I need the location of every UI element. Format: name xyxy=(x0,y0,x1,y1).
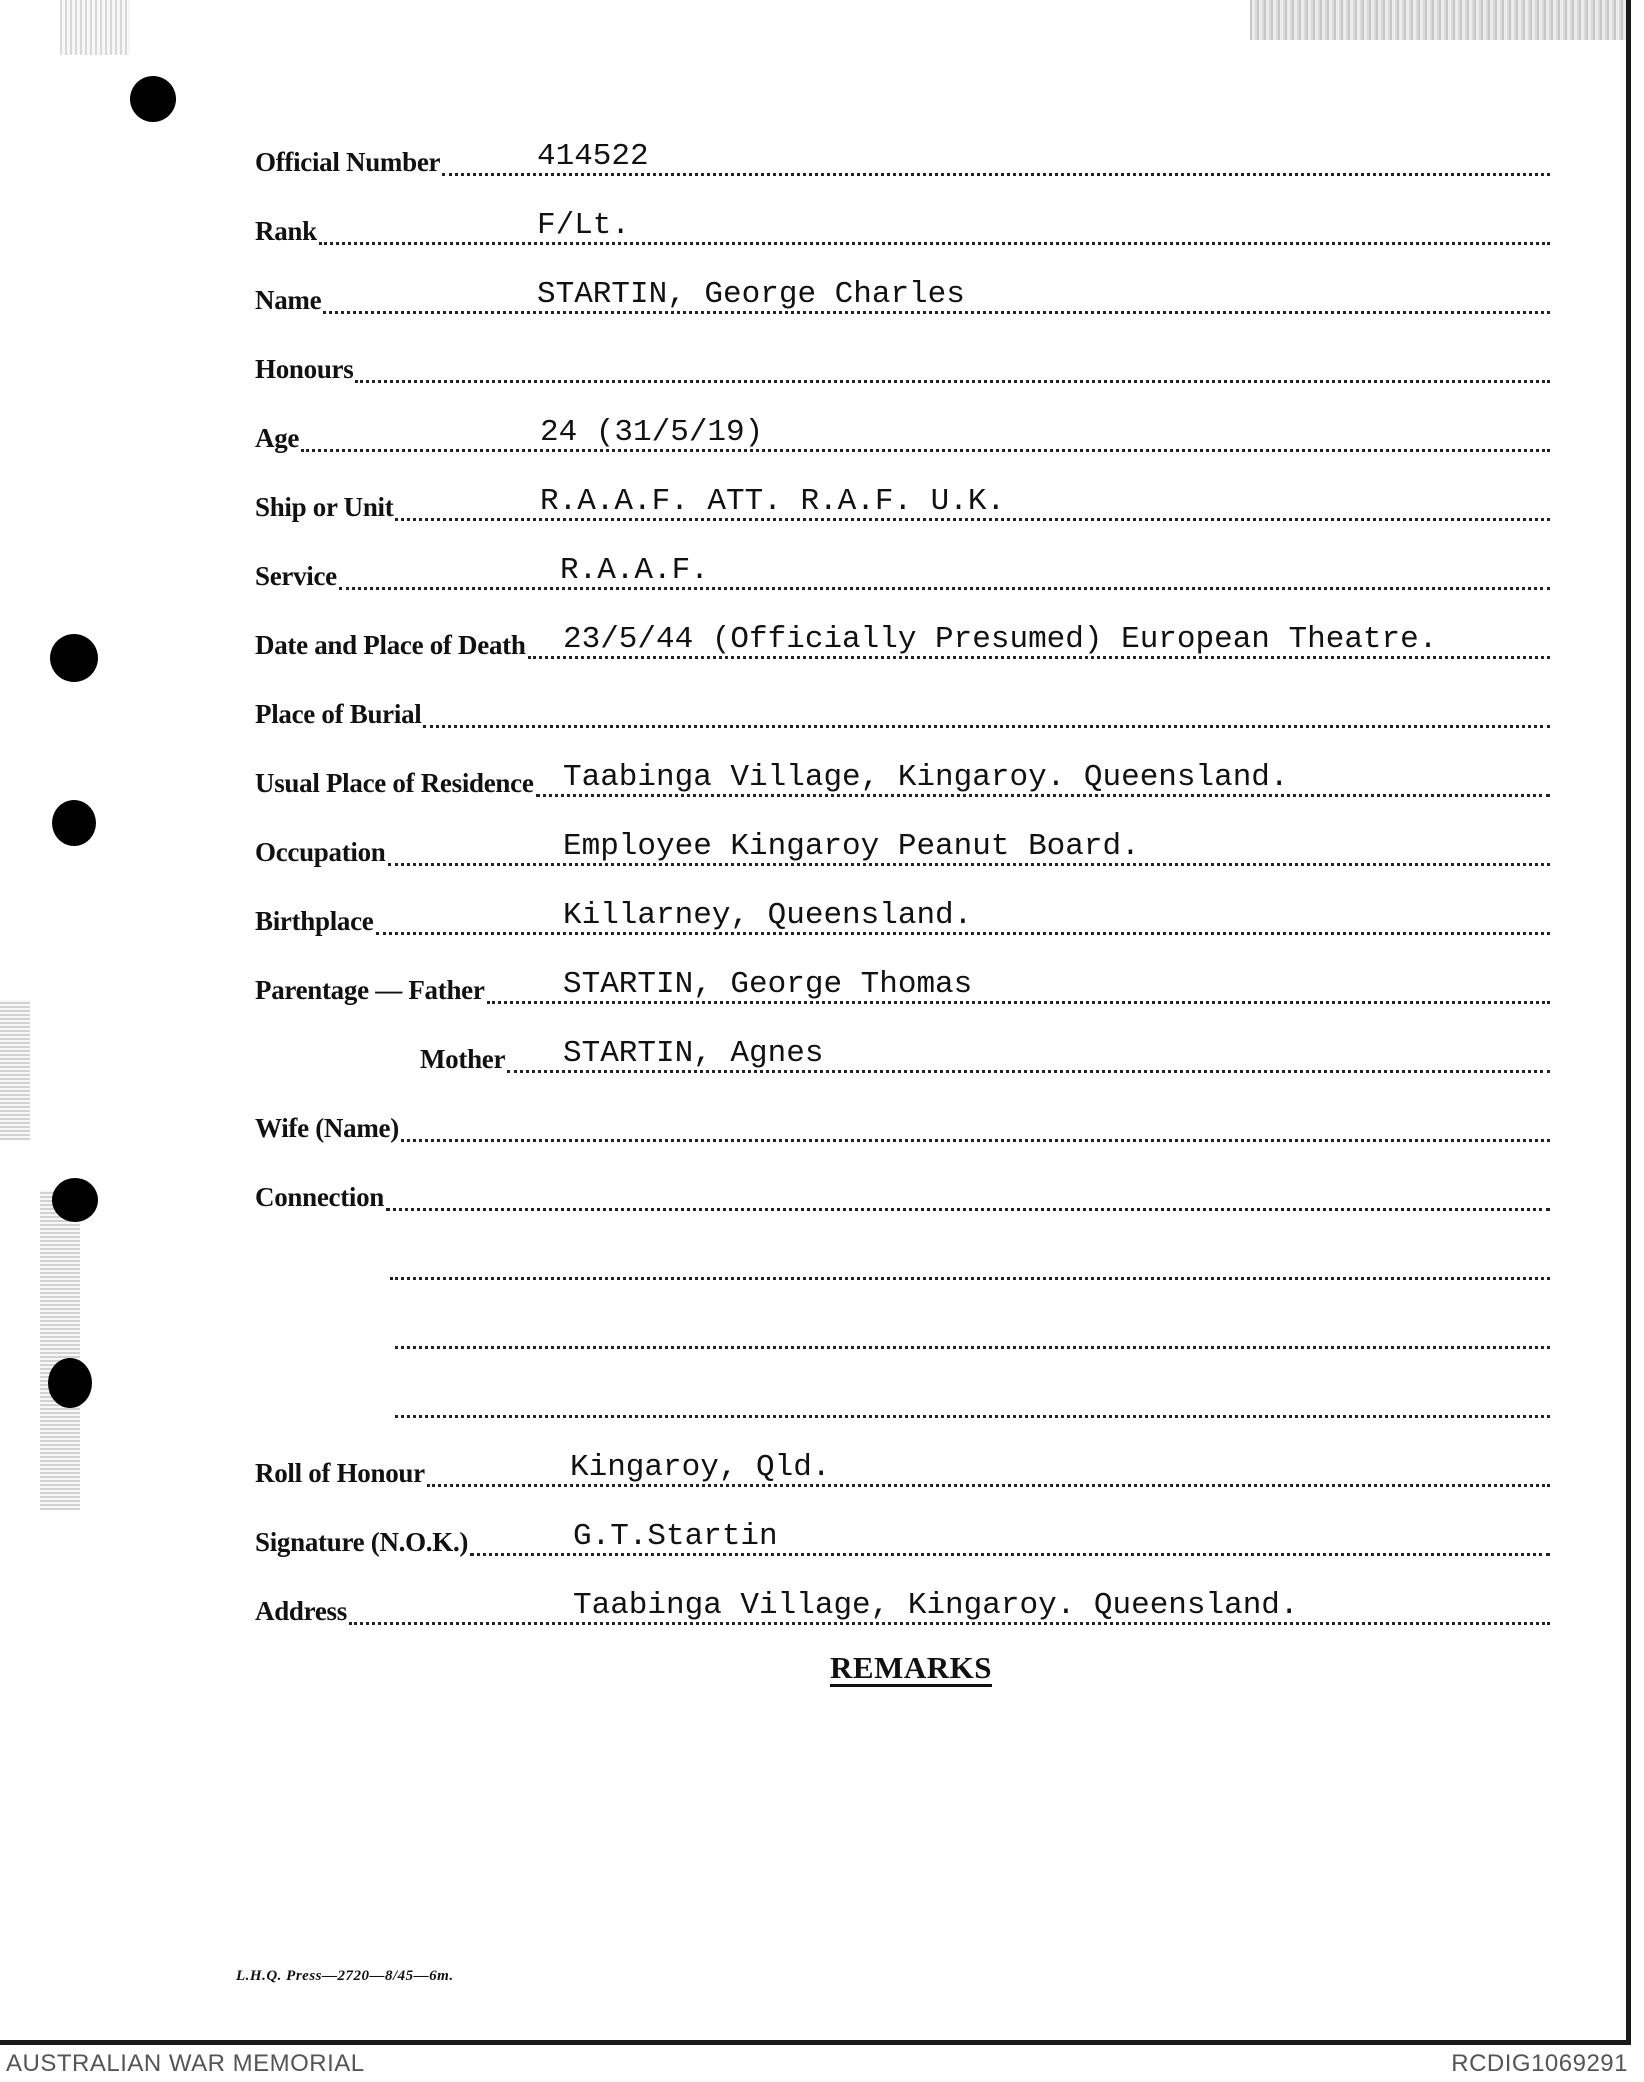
dotted-line xyxy=(301,449,1550,452)
field-value: Employee Kingaroy Peanut Board. xyxy=(563,829,1140,864)
field-label: Parentage — Father xyxy=(255,975,485,1005)
field-label: Connection xyxy=(255,1182,385,1212)
field-label: Wife (Name) xyxy=(255,1113,399,1143)
form-row xyxy=(255,968,1550,1008)
field-value: 23/5/44 (Officially Presumed) European Theatre. xyxy=(563,622,1438,657)
form-row xyxy=(255,485,1550,525)
scan-noise-left-lower xyxy=(40,1190,80,1510)
field-label: Birthplace xyxy=(255,906,374,936)
field-label: Date and Place of Death xyxy=(255,630,526,660)
field-value: 24 (31/5/19) xyxy=(540,415,764,450)
field-value: Taabinga Village, Kingaroy. Queensland. xyxy=(573,1588,1299,1623)
form-row xyxy=(255,1520,1550,1560)
dotted-line xyxy=(395,1346,1550,1349)
field-label: Name xyxy=(255,285,322,315)
punch-hole-4 xyxy=(52,1178,98,1222)
field-value: STARTIN, George Thomas xyxy=(563,967,973,1002)
dotted-line xyxy=(355,380,1550,383)
field-label: Place of Burial xyxy=(255,699,422,729)
footer-record-id: RCDIG1069291 xyxy=(1451,2050,1628,2077)
punch-hole-2 xyxy=(50,634,98,682)
remarks-heading: REMARKS xyxy=(830,1650,992,1685)
field-label: Address xyxy=(255,1596,347,1626)
form-row xyxy=(255,416,1550,456)
footer-archive-name: AUSTRALIAN WAR MEMORIAL xyxy=(6,2050,365,2077)
punch-hole-3 xyxy=(52,800,96,846)
form-row xyxy=(255,209,1550,249)
scan-noise-top-right xyxy=(1250,0,1630,40)
field-value: Killarney, Queensland. xyxy=(563,898,973,933)
punch-hole-5 xyxy=(48,1358,92,1408)
field-value: Taabinga Village, Kingaroy. Queensland. xyxy=(563,760,1289,795)
form-row xyxy=(255,761,1550,801)
field-value: R.A.A.F. xyxy=(560,553,709,588)
field-label: Honours xyxy=(255,354,354,384)
form-row-blank xyxy=(255,1244,1550,1284)
form-row xyxy=(255,140,1550,180)
dotted-line xyxy=(423,725,1550,728)
press-code: L.H.Q. Press—2720—8/45—6m. xyxy=(236,1968,454,1984)
form-row xyxy=(255,1037,1550,1077)
form-row xyxy=(255,1175,1550,1215)
form-row xyxy=(255,899,1550,939)
field-label: Mother xyxy=(420,1044,506,1074)
form-row xyxy=(255,1451,1550,1491)
page-edge-bottom xyxy=(0,2040,1630,2045)
form-row xyxy=(255,830,1550,870)
field-value: F/Lt. xyxy=(537,208,631,243)
field-label: Occupation xyxy=(255,837,386,867)
form-row xyxy=(255,278,1550,318)
field-label: Usual Place of Residence xyxy=(255,768,534,798)
field-label: Signature (N.O.K.) xyxy=(255,1527,469,1557)
field-value: STARTIN, George Charles xyxy=(537,277,965,312)
dotted-line xyxy=(319,242,1550,245)
field-label: Ship or Unit xyxy=(255,492,394,522)
dotted-line xyxy=(401,1139,1550,1142)
field-value: Kingaroy, Qld. xyxy=(570,1450,831,1485)
field-label: Rank xyxy=(255,216,317,246)
form-row xyxy=(255,1589,1550,1629)
scan-noise-top-left xyxy=(60,0,130,55)
field-value: STARTIN, Agnes xyxy=(563,1036,824,1071)
field-value: R.A.A.F. ATT. R.A.F. U.K. xyxy=(540,484,1006,519)
dotted-line xyxy=(395,1415,1550,1418)
form-row-blank xyxy=(255,1313,1550,1353)
dotted-line xyxy=(339,587,1550,590)
form-row xyxy=(255,623,1550,663)
page-edge-right xyxy=(1626,0,1631,2045)
punch-hole-1 xyxy=(130,76,176,122)
form-row xyxy=(255,692,1550,732)
field-label: Service xyxy=(255,561,337,591)
field-value: G.T.Startin xyxy=(573,1519,778,1554)
field-value: 414522 xyxy=(537,139,649,174)
form-row-blank xyxy=(255,1382,1550,1422)
dotted-line xyxy=(390,1277,1550,1280)
field-label: Age xyxy=(255,423,300,453)
dotted-line xyxy=(386,1208,1550,1211)
form-row xyxy=(255,554,1550,594)
form-row xyxy=(255,347,1550,387)
scan-noise-left-upper xyxy=(0,1000,30,1140)
form-row xyxy=(255,1106,1550,1146)
field-label: Roll of Honour xyxy=(255,1458,425,1488)
field-label: Official Number xyxy=(255,147,441,177)
